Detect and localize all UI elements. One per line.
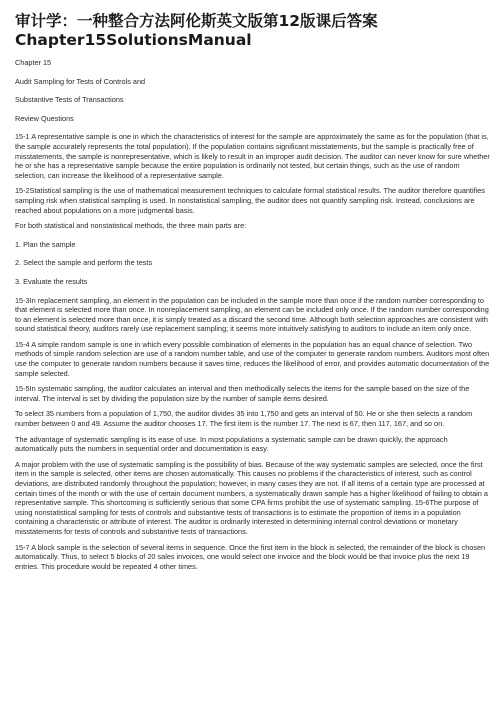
title-line-2: Chapter15SolutionsManual	[15, 31, 252, 49]
paragraph: 15-2Statistical sampling is the use of mathematical measurement techniques to calculate formal statistical results. The auditor therefore quantifies sampling risk when statistical sampling is used. In nonstatistical sampling, the auditor does not quantify sampling risk. Instead, conclusions are reached about populations on a more judgmental basis.	[15, 186, 485, 215]
paragraph: A major problem with the use of systematic sampling is the possibility of bias. Because of the way systematic samples are selected, once the first item in the sample is selected, other items are chosen automatically. This causes no problems if the characteristics of interest, such as control deviations, are distributed randomly throughout the population; however, in many cases they are not. If all items of a certain type are processed at certain times of the month or with the use of certain document numbers, a systematically drawn sample has a higher likelihood of failing to obtain a representative sample. This shortcoming is sufficiently serious that some CPA firms prohibit the use of systematic sampling. 15-6The purpose of using nonstatistical sampling for tests of controls and substantive tests of transactions is to estimate the proportion of items in a population containing a characteristic or attribute of interest. The auditor is ordinarily interested in determining internal control deviations or monetary misstatements for tests of controls and substantive tests of transactions.	[15, 459, 488, 536]
paragraph: Review Questions	[15, 113, 74, 123]
paragraph: 15-1 A representative sample is one in which the characteristics of interest for the sample are approximately the same as for the population (that is, the sample accurately represents the total population). If the population contains significant misstatements, but the sample is practically free of misstatements, the sample is nonrepresentative, which is likely to result in an improper audit decision. The auditor can never know for sure whether he or she has a representative sample because the entire population is ordinarily not tested, but certain things, such as the use of random selection, can increase the likelihood of a representative sample.	[15, 132, 490, 180]
paragraph: 2. Select the sample and perform the tests	[15, 258, 153, 268]
paragraph: 15-4 A simple random sample is one in which every possible combination of elements in the population has an equal chance of selection. Two methods of simple random selection are use of a random number table, and use of the computer to generate random numbers. Auditors most often use the computer to generate random numbers because it saves time, reduces the likelihood of error, and provides automatic documentation of the sample selected.	[15, 339, 490, 378]
paragraph: To select 35 numbers from a population of 1,750, the auditor divides 35 into 1,750 and gets an interval of 50. He or she then selects a random number between 0 and 49. Assume the auditor chooses 17. The first item is the number 17. The next is 67, then 117, 167, and so on.	[15, 409, 473, 429]
paragraph: 3. Evaluate the results	[15, 276, 88, 286]
paragraph: Chapter 15	[15, 58, 52, 67]
paragraph: 1. Plan the sample	[15, 239, 76, 249]
paragraph: Audit Sampling for Tests of Controls and	[15, 76, 146, 86]
title-line-1: 审计学：一种整合方法阿伦斯英文版第12版课后答案	[15, 12, 378, 30]
paragraph: The advantage of systematic sampling is its ease of use. In most populations a systematic sample can be drawn quickly, the approach automatically puts the numbers in sequential order and documentation is easy.	[15, 434, 448, 454]
paragraph: 15-7 A block sample is the selection of several items in sequence. Once the first item in the block is selected, the remainder of the block is chosen automatically. Thus, to select 5 blocks of 20 sales invoices, one would select one invoice and the block would be that invoice plus the next 19 entries. This procedure would be repeated 4 other times.	[15, 542, 486, 571]
paragraph: Substantive Tests of Transactions	[15, 95, 124, 105]
document-title	[15, 12, 490, 50]
paragraph: 15-3In replacement sampling, an element in the population can be included in the sample more than once if the random number corresponding to that element is selected more than once. In nonreplacement sampling, an element can be included only once. If the random number corresponding to an element is selected more than once, it is simply treated as a discard the second time. Although both selection approaches are consistent with sound statistical theory, auditors rarely use replacement sampling; it seems more intuitively satisfying to auditors to include an item only once.	[15, 295, 489, 334]
paragraph: 15-5In systematic sampling, the auditor calculates an interval and then methodically selects the items for the sample based on the size of the interval. The interval is set by dividing the population size by the number of sample items desired.	[15, 384, 470, 403]
paragraph: For both statistical and nonstatistical methods, the three main parts are:	[15, 221, 247, 231]
